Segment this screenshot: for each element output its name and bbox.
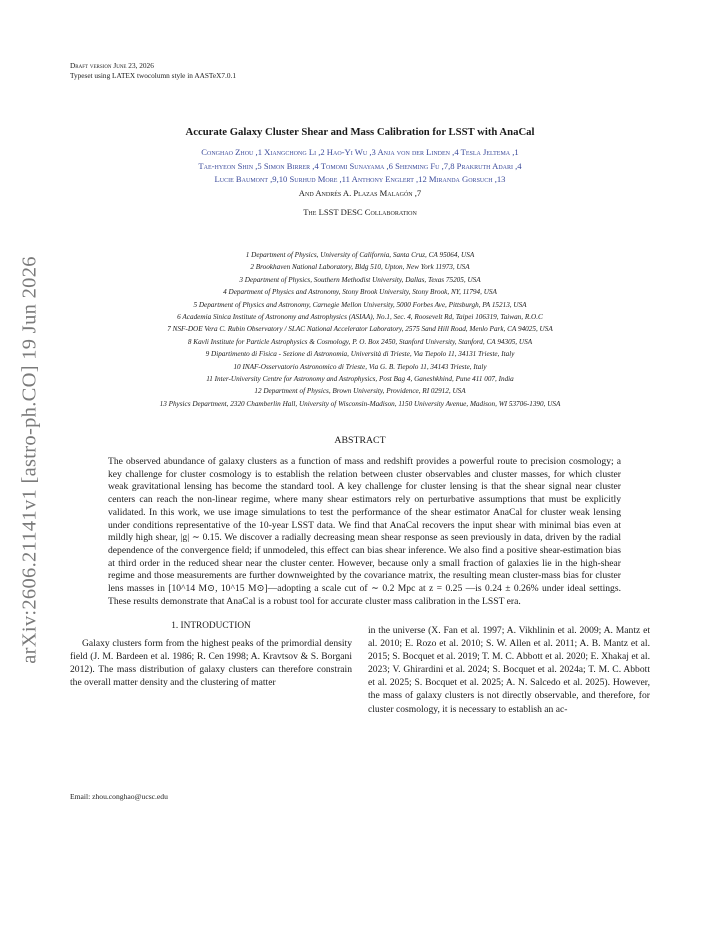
affiliation-item: 8 Kavli Institute for Particle Astrophysics & Cosmology, P. O. Box 2450, Stanford University, Stanford, CA 94305, USA [187, 337, 533, 346]
affiliation-item: 11 Inter-University Centre for Astronomy and Astrophysics, Post Bag 4, Ganeshkhind, Pune 411 007, India [206, 375, 514, 384]
abstract-heading: ABSTRACT [334, 435, 386, 446]
intro-left-column: Galaxy clusters form from the highest peaks of the primordial density field (J. M. Bardeen et al. 1986; R. Cen 1998; A. Kravtsov & S. Borgani 2012). The mass distribution of galaxy clusters can therefore constrain the overall matter density and the clustering of matter [70, 638, 352, 689]
collaboration-name: The LSST DESC Collaboration [303, 207, 417, 217]
arxiv-identifier-stamp[interactable]: arXiv:2606.21141v1 [astro-ph.CO] 19 Jun 2026 [18, 256, 41, 664]
corresponding-email[interactable]: Email: zhou.conghao@ucsc.edu [70, 792, 168, 801]
typeset-line: Typeset using LATEX twocolumn style in AASTeX7.0.1 [70, 71, 236, 80]
author-line-3[interactable]: Lucie Baumont ,9,10 Surhud More ,11 Anthony Englert ,12 Miranda Gorsuch ,13 [214, 174, 506, 184]
affiliation-item: 3 Department of Physics, Southern Methodist University, Dallas, Texas 75205, USA [239, 275, 481, 284]
draft-version-line: Draft version June 23, 2026 [70, 61, 154, 70]
affiliation-item: 2 Brookhaven National Laboratory, Bldg 510, Upton, New York 11973, USA [250, 263, 470, 272]
affiliation-item: 4 Department of Physics and Astronomy, Stony Brook University, Stony Brook, NY, 11794, USA [223, 288, 497, 297]
section-heading-introduction: 1. INTRODUCTION [171, 621, 251, 631]
affiliations [40, 249, 680, 410]
affiliation-item: 9 Dipartimento di Fisica - Sezione di Astronomia, Università di Trieste, Via Tiepolo 11, 34131 Trieste, Italy [205, 350, 515, 359]
abstract-text: The observed abundance of galaxy clusters as a function of mass and redshift provides a powerful route to precision cosmology; a key challenge for cluster cosmology is to establish the relation between cluster observables and cluster masses, for which cluster weak gravitational lensing has become the standard tool. A key challenge for cluster lensing is that the shear signal near cluster centers can reach the non-linear regime, where many shear estimators rely on perturbative assumptions that must be explicitly validated. In this work, we use image simulations to test the performance of the shear estimator AnaCal for cluster weak lensing under conditions representative of the 10-year LSST data. We find that AnaCal recovers the input shear with minimal bias even at mildly high shear, |g| ∼ 0.15. We discover a radially decreasing mean shear response as seen previously in data, driven by the radial dependence of the convergence field; if unmodeled, this effect can bias shear inference. We also find a positive shear-estimation bias at third order in the reduced shear near the cluster center. However, because only a small fraction of galaxies lie in the high-shear regime and those measurements are further downweighted by the covariance matrix, the resulting mean cluster-mass bias for cluster lens masses in [10^14 M⊙, 10^15 M⊙]—adopting a scale cut of ∼ 0.2 Mpc at z = 0.25 —is 0.24 ± 0.26% under ideal settings. These results demonstrate that AnaCal is a robust tool for accurate cluster mass calibration in the LSST era. [108, 456, 621, 607]
author-line-1[interactable]: Conghao Zhou ,1 Xiangchong Li ,2 Hao-Yi Wu ,3 Anja von der Linden ,4 Tesla Jeltema ,1 [201, 147, 519, 157]
author-list [70, 146, 650, 200]
affiliation-item: 6 Academia Sinica Institute of Astronomy and Astrophysics (ASIAA), No.1, Sec. 4, Roosevelt Rd, Taipei 106319, Taiwan, R.O.C [177, 313, 543, 322]
draft-header [70, 61, 236, 81]
intro-right-column: in the universe (X. Fan et al. 1997; A. Vikhlinin et al. 2009; A. Mantz et al. 2010; E. Rozo et al. 2010; S. W. Allen et al. 2011; A. B. Mantz et al. 2015; S. Bocquet et al. 2019; T. M. C. Abbott et al. 2020; E. Xhakaj et al. 2023; V. Ghirardini et al. 2024; S. Bocquet et al. 2024a; T. M. C. Abbott et al. 2025; S. Bocquet et al. 2025; A. N. Salcedo et al. 2025). However, the mass of galaxy clusters is not directly observable, and therefore, for cluster cosmology, it is necessary to establish an ac- [368, 625, 650, 715]
paper-title: Accurate Galaxy Cluster Shear and Mass Calibration for LSST with AnaCal [185, 126, 535, 138]
author-line-4[interactable]: And Andrés A. Plazas Malagón ,7 [298, 187, 422, 198]
affiliation-item: 12 Department of Physics, Brown University, Providence, RI 02912, USA [254, 387, 466, 396]
affiliation-item: 5 Department of Physics and Astronomy, Carnegie Mellon University, 5000 Forbes Ave, Pittsburgh, PA 15213, USA [193, 300, 527, 309]
affiliation-item: 10 INAF-Osservatorio Astronomico di Trieste, Via G. B. Tiepolo 11, 34143 Trieste, Italy [233, 362, 487, 371]
affiliation-item: 7 NSF-DOE Vera C. Rubin Observatory / SLAC National Accelerator Laboratory, 2575 Sand Hill Road, Menlo Park, CA 94025, USA [167, 325, 553, 334]
affiliation-item: 1 Department of Physics, University of California, Santa Cruz, CA 95064, USA [245, 251, 475, 259]
affiliation-item: 13 Physics Department, 2320 Chamberlin Hall, University of Wisconsin-Madison, 1150 University Avenue, Madison, WI 53706-1390, USA [159, 399, 561, 408]
author-line-2[interactable]: Tae-hyeon Shin ,5 Simon Birrer ,4 Tomomi Sunayama ,6 Shenming Fu ,7,8 Prakruth Adari ,4 [198, 160, 522, 171]
